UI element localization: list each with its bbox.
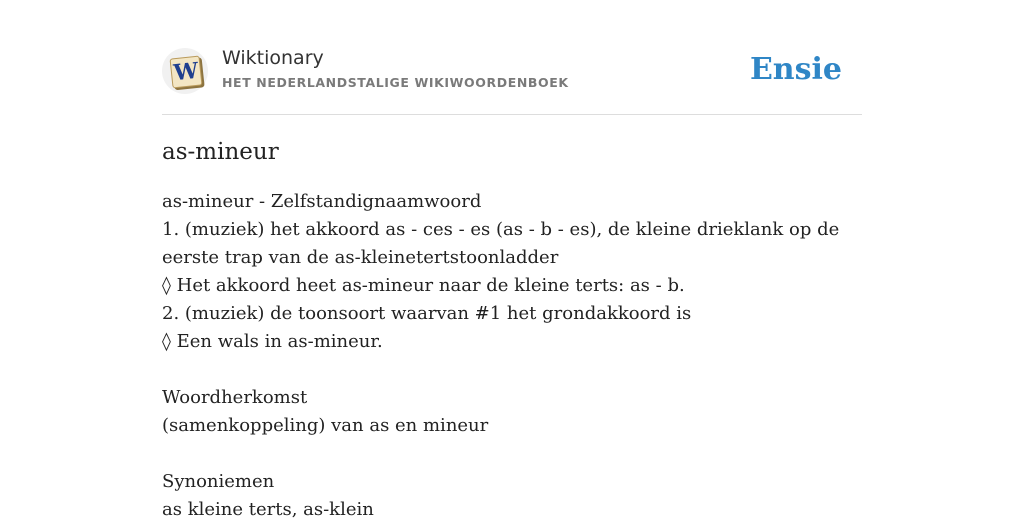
synonyms-text: as kleine terts, as-klein (162, 499, 374, 520)
logo-tile (170, 56, 203, 89)
site-header (162, 44, 862, 115)
definition-1: 1. (muziek) het akkoord as - ces - es (as - b - es), de kleine drieklank op de eerste trap van de as-kleinetertstoonladder (162, 219, 840, 268)
main-content (162, 134, 862, 524)
definition-body (162, 188, 862, 524)
example-1: ◊ Het akkoord heet as-mineur naar de kleine terts: as - b. (162, 275, 685, 296)
site-title[interactable]: Wiktionary (222, 47, 324, 69)
etymology-text: (samenkoppeling) van as en mineur (162, 415, 489, 436)
spacer (162, 440, 862, 468)
ensie-brand-link[interactable]: Ensie (749, 52, 842, 87)
etymology-heading: Woordherkomst (162, 387, 308, 408)
definition-2: 2. (muziek) de toonsoort waarvan #1 het grondakkoord is (162, 303, 692, 324)
wiktionary-logo-icon[interactable] (162, 48, 208, 94)
synonyms-heading: Synoniemen (162, 471, 275, 492)
page-title: as-mineur (162, 139, 279, 165)
site-subtitle: HET NEDERLANDSTALIGE WIKIWOORDENBOEK (222, 75, 569, 90)
example-2: ◊ Een wals in as-mineur. (162, 331, 383, 352)
spacer (162, 356, 862, 384)
logo-letter: W (172, 57, 200, 87)
word-type-line: as-mineur - Zelfstandignaamwoord (162, 191, 482, 212)
